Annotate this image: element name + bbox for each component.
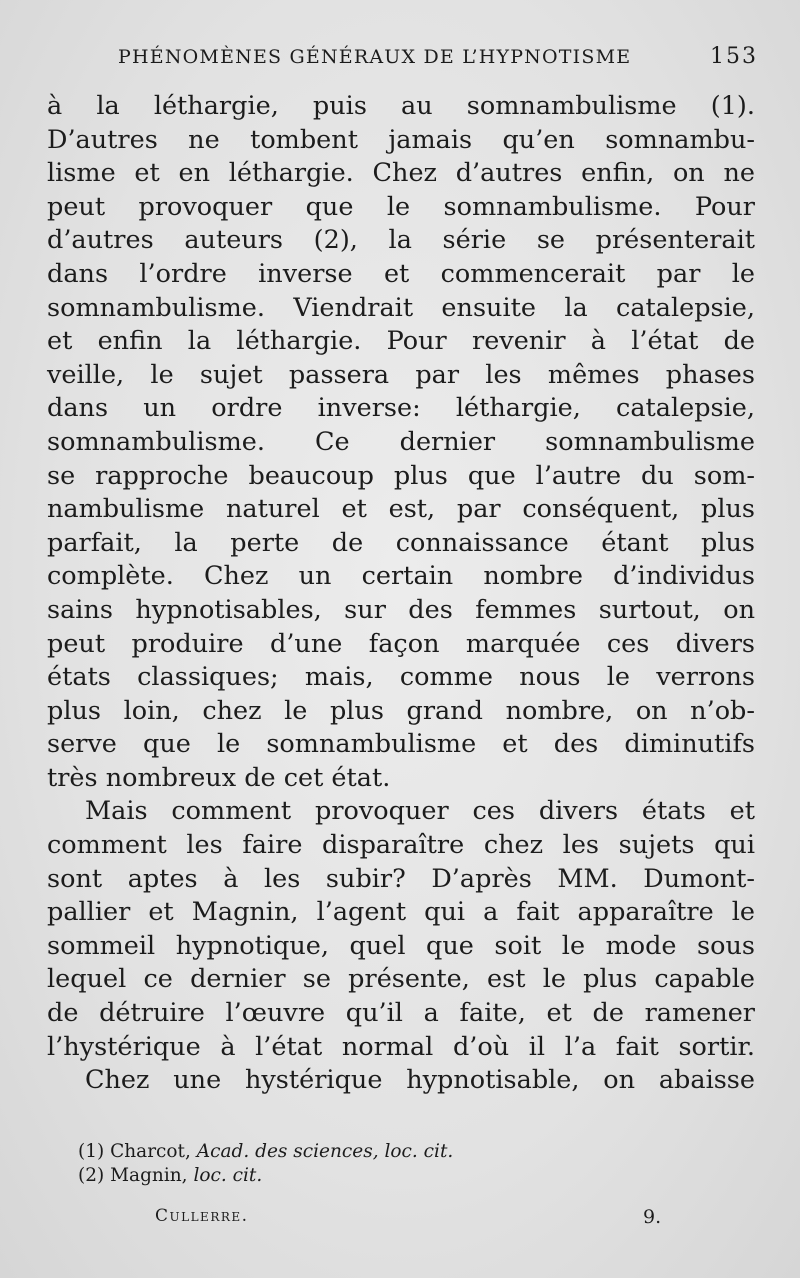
text-line: plus loin, chez le plus grand nombre, on n’ob-	[47, 695, 755, 726]
footnote-author: Charcot,	[110, 1141, 191, 1162]
text-line: somnambulisme. Viendrait ensuite la catalepsie,	[47, 292, 755, 323]
footnote-author: Magnin,	[110, 1165, 188, 1186]
footnote-reference: loc. cit.	[193, 1165, 263, 1186]
text-line: à la léthargie, puis au somnambulisme (1).	[47, 91, 755, 121]
text-line: parfait, la perte de connaissance étant plus	[47, 527, 755, 558]
text-line: et enfin la léthargie. Pour revenir à l’état de	[47, 326, 755, 357]
text-line: comment les faire disparaître chez les sujets qui	[47, 830, 755, 861]
text-line: sont aptes à les subir? D’après MM. Dumont-	[47, 863, 755, 894]
text-line: veille, le sujet passera par les mêmes phases	[47, 359, 755, 390]
text-line: sommeil hypnotique, quel que soit le mode sous	[47, 930, 755, 961]
text-line: somnambulisme. Ce dernier somnambulisme	[47, 426, 755, 457]
footnote-1	[78, 1140, 678, 1164]
text-line: Chez une hystérique hypnotisable, on abaisse	[85, 1065, 755, 1096]
sheet-number: 9.	[643, 1206, 662, 1228]
footnote-mark: (2)	[78, 1165, 105, 1186]
text-line: très nombreux de cet état.	[47, 762, 391, 793]
text-line: lisme et en léthargie. Chez d’autres enfin, on ne	[47, 158, 755, 189]
text-line: nambulisme naturel et est, par conséquent, plus	[47, 494, 755, 525]
text-line: serve que le somnambulisme et des diminutifs	[47, 729, 755, 760]
text-line: complète. Chez un certain nombre d’individus	[47, 561, 755, 592]
text-line: lequel ce dernier se présente, est le plus capable	[47, 964, 755, 995]
text-line: D’autres ne tombent jamais qu’en somnambu-	[47, 124, 755, 155]
text-line: Mais comment provoquer ces divers états et	[85, 796, 755, 827]
signature-mark: Cullerre.	[155, 1206, 249, 1226]
footnote-reference: Acad. des sciences, loc. cit.	[196, 1141, 454, 1162]
text-line: l’hystérique à l’état normal d’où il l’a fait sortir.	[47, 1031, 755, 1062]
running-title: PHÉNOMÈNES GÉNÉRAUX DE L’HYPNOTISME	[118, 46, 632, 68]
text-line: pallier et Magnin, l’agent qui a fait apparaître le	[47, 897, 755, 928]
text-line: peut provoquer que le somnambulisme. Pour	[47, 191, 755, 222]
footnote-mark: (1)	[78, 1141, 105, 1162]
text-line: états classiques; mais, comme nous le verrons	[47, 662, 755, 693]
text-line: dans un ordre inverse: léthargie, catalepsie,	[47, 393, 755, 424]
page-number: 153	[710, 44, 758, 69]
text-line: se rapproche beaucoup plus que l’autre du som-	[47, 460, 755, 491]
text-line: sains hypnotisables, sur des femmes surtout, on	[47, 594, 755, 625]
text-line: dans l’ordre inverse et commencerait par le	[47, 258, 755, 289]
text-line: d’autres auteurs (2), la série se présenterait	[47, 225, 755, 256]
text-line: peut produire d’une façon marquée ces divers	[47, 628, 755, 659]
body-text	[47, 90, 755, 1098]
text-line: de détruire l’œuvre qu’il a faite, et de ramener	[47, 998, 755, 1029]
running-header	[118, 46, 758, 74]
footnotes	[78, 1140, 678, 1188]
footnote-2	[78, 1164, 678, 1188]
